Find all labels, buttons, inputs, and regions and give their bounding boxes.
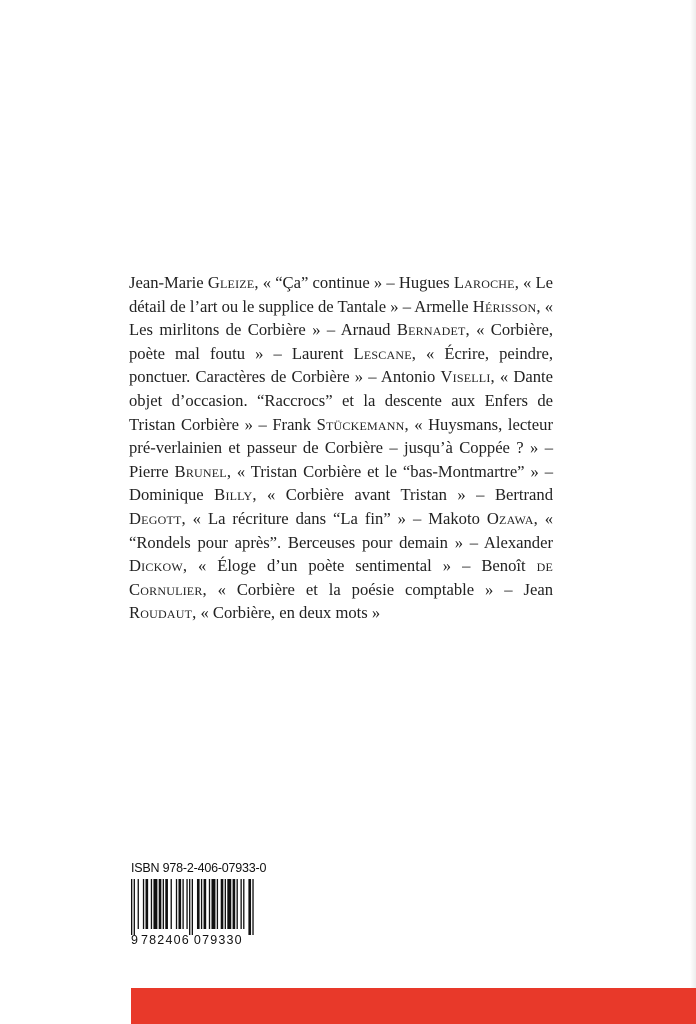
contributor-entry: Bertrand Degott, « La récriture dans “La fin” »	[129, 485, 554, 528]
barcode-bar	[176, 879, 177, 929]
contributor-first-name: Antonio	[380, 367, 436, 387]
contributors-paragraph: Jean-Marie Gleize, « “Ça” continue » – Hugues Laroche, « Le détail de l’art ou le supplice de Tantale » – Armelle Hérisson, « Les mirlitons de Corbière » – Arnaud Bernadet, « Corbière, poète mal foutu » – Laurent Lescane, « Écrire, peindre, ponctuer. Caractères de Corbière » – Antonio Viselli, « Dante objet d’occasion. “Raccrocs” et la descente aux Enfers de Tristan Corbière » – Frank Stückemann, « Huysmans, lecteur pré-verlainien et passeur de Corbière – jusqu’à Coppée ? » – Pierre Brunel, « Tristan Corbière et le “bas-Montmartre” » – Dominique Billy, « Corbière avant Tristan » – Bertrand Degott, « La récriture dans “La fin” » – Makoto Ozawa, « “Rondels pour après”. Berceuses pour demain » – Alexander Dickow, « Éloge d’un poète sentimental » – Benoît de Cornulier, « Corbière et la poésie comptable » – Jean Roudaut, « Corbière, en deux mots »	[129, 273, 554, 623]
contributor-last-name: Degott	[129, 508, 182, 528]
isbn-label: ISBN 978-2-406-07933-0	[131, 861, 267, 875]
contributor-first-name: Arnaud	[340, 320, 391, 340]
barcode-digits-group-2: 079330	[193, 933, 243, 947]
barcode-bar	[243, 879, 244, 929]
contributor-first-name: Benoît	[481, 556, 526, 576]
barcode-bar	[182, 879, 183, 929]
barcode-bar	[211, 879, 215, 929]
barcode-bar	[153, 879, 157, 929]
contributor-last-name: Stückemann	[316, 414, 405, 434]
page-edge-shadow	[690, 0, 696, 1024]
barcode-bar	[163, 879, 164, 929]
barcode-bar	[131, 879, 132, 935]
contributor-entry: Armelle Hérisson, « Les mirlitons de Corbière »	[129, 296, 553, 340]
red-color-band	[131, 988, 696, 1024]
barcode-bar	[248, 879, 251, 935]
barcode-bar	[225, 879, 226, 929]
barcode-bar	[178, 879, 181, 929]
contributor-first-name: Hugues	[398, 273, 450, 292]
barcode-bar	[151, 879, 152, 929]
contribution-title: « “Ça” continue »	[262, 273, 383, 292]
contributor-entry: Pierre Brunel, « Tristan Corbière et le “bas-Montmartre” »	[129, 461, 539, 481]
barcode-bar	[252, 879, 253, 935]
contributor-entry: Benoît de Cornulier, « Corbière et la poésie comptable »	[129, 556, 554, 599]
contributor-first-name: Armelle	[414, 296, 469, 316]
barcode-bar	[186, 879, 187, 929]
contribution-title: « Écrire, peindre, ponctuer. Caractères de Corbière »	[129, 343, 553, 387]
contributor-entry: Frank Stückemann, « Huysmans, lecteur pré-verlainien et passeur de Corbière – jusqu’à Coppée ? »	[129, 414, 553, 458]
contributor-last-name: Brunel	[174, 461, 227, 481]
contributor-first-name: Frank	[272, 414, 312, 434]
contribution-title: « Tristan Corbière et le “bas-Montmartre” »	[236, 461, 539, 481]
contribution-title: « Dante objet d’occasion. “Raccrocs” et la descente aux Enfers de Tristan Corbière »	[129, 367, 553, 434]
contributor-first-name: Alexander	[483, 532, 553, 552]
barcode-digit-first: 9	[131, 933, 138, 947]
contributors-list	[129, 271, 553, 625]
contributor-entry: Arnaud Bernadet, « Corbière, poète mal foutu »	[129, 320, 553, 363]
barcode-bar	[189, 879, 190, 935]
barcode-bar	[197, 879, 200, 929]
contributor-entry: Alexander Dickow, « Éloge d’un poète sentimental »	[129, 532, 553, 576]
contributor-last-name: Gleize	[207, 273, 255, 292]
contributor-last-name: de Cornulier	[129, 556, 554, 599]
contributor-entry: Laurent Lescane, « Écrire, peindre, ponctuer. Caractères de Corbière »	[129, 343, 553, 387]
contributor-first-name: Dominique	[129, 485, 204, 505]
contributor-first-name: Bertrand	[494, 485, 554, 505]
contributor-entry: Hugues Laroche, « Le détail de l’art ou le supplice de Tantale »	[129, 273, 554, 316]
barcode-bar	[165, 879, 168, 929]
barcode-bar	[146, 879, 149, 929]
barcode-bar	[204, 879, 207, 929]
contributor-entry: Jean Roudaut, « Corbière, en deux mots »	[129, 579, 554, 623]
contributor-last-name: Laroche	[453, 273, 515, 292]
barcode-digits	[131, 933, 261, 947]
contributor-last-name: Roudaut	[129, 603, 193, 623]
barcode-bar	[134, 879, 135, 935]
barcode-digits-group-1: 782406	[141, 933, 190, 947]
barcode-bar	[221, 879, 224, 929]
barcode-bar	[143, 879, 144, 929]
contribution-title: « Éloge d’un poète sentimental »	[197, 556, 452, 576]
contributor-last-name: Lescane	[353, 343, 412, 363]
contributor-entry: Dominique Billy, « Corbière avant Tristan »	[129, 485, 466, 505]
contribution-title: « Corbière, en deux mots »	[200, 603, 381, 623]
contributor-entry: Antonio Viselli, « Dante objet d’occasion. “Raccrocs” et la descente aux Enfers de Tristan Corbière »	[129, 367, 553, 434]
contributor-first-name: Laurent	[291, 343, 344, 363]
contributor-first-name: Jean	[523, 579, 554, 599]
contribution-title: « Les mirlitons de Corbière »	[129, 296, 553, 340]
contribution-title: « Corbière, poète mal foutu »	[129, 320, 553, 363]
contribution-title: « Corbière et la poésie comptable »	[217, 579, 494, 599]
contribution-title: « Le détail de l’art ou le supplice de Tantale »	[129, 273, 554, 316]
contributor-last-name: Dickow	[129, 556, 183, 576]
barcode-bar	[138, 879, 139, 929]
barcode-bar	[227, 879, 231, 929]
barcode-bar	[240, 879, 241, 929]
contributor-last-name: Bernadet	[396, 320, 466, 340]
barcode-bar	[192, 879, 193, 935]
contributor-first-name: Pierre	[129, 461, 169, 481]
barcode-bar	[209, 879, 210, 929]
contributor-first-name: Makoto	[428, 508, 480, 528]
contribution-title: « La récriture dans “La fin” »	[192, 508, 406, 528]
contributor-entry: Makoto Ozawa, « “Rondels pour après”. Berceuses pour demain »	[129, 508, 553, 552]
contributor-first-name: Jean-Marie	[129, 273, 204, 292]
barcode-bar	[217, 879, 218, 929]
contributor-last-name: Ozawa	[486, 508, 534, 528]
barcode-bar	[201, 879, 202, 929]
barcode-bar	[171, 879, 172, 929]
barcode-bar	[237, 879, 238, 929]
barcode-bar	[159, 879, 162, 929]
contributor-last-name: Hérisson	[472, 296, 537, 316]
contribution-title: « “Rondels pour après”. Berceuses pour demain »	[129, 508, 553, 552]
contributor-last-name: Billy	[214, 485, 253, 505]
contributor-entry: Jean-Marie Gleize, « “Ça” continue »	[129, 273, 383, 292]
contribution-title: « Corbière avant Tristan »	[267, 485, 466, 505]
barcode-icon	[131, 879, 255, 935]
contributor-last-name: Viselli	[440, 367, 491, 387]
isbn-area	[131, 861, 267, 947]
barcode-bar	[233, 879, 236, 929]
contribution-title: « Huysmans, lecteur pré-verlainien et passeur de Corbière – jusqu’à Coppée ? »	[129, 414, 553, 458]
